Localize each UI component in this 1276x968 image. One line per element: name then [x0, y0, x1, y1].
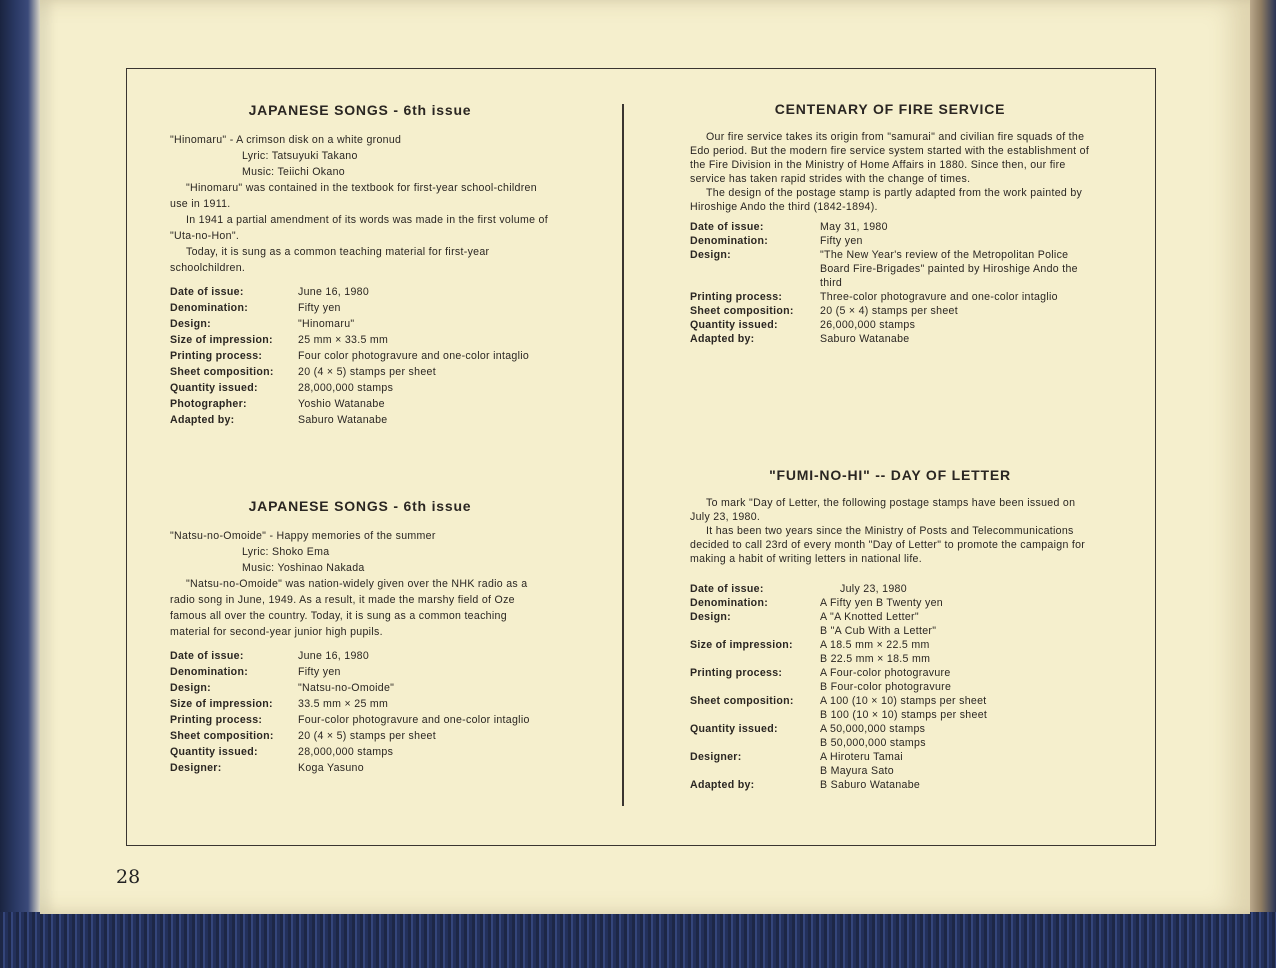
spec-row	[690, 666, 987, 694]
spec-label: Date of issue:	[170, 650, 244, 662]
book-cover-cloth	[0, 912, 1276, 968]
spec-value-line: B 50,000,000 stamps	[820, 737, 926, 749]
spec-value-line: A 18.5 mm × 22.5 mm	[820, 639, 930, 651]
spec-value: Four color photogravure and one-color intaglio	[298, 350, 530, 362]
spec-value: Fifty yen	[298, 302, 341, 314]
spec-row	[170, 380, 529, 396]
spec-label: Printing process:	[690, 667, 783, 679]
spec-label: Design:	[170, 682, 211, 694]
spec-row	[170, 648, 530, 664]
spec-value: 25 mm × 33.5 mm	[298, 334, 389, 346]
spec-label: Denomination:	[690, 235, 769, 247]
spec-label: Denomination:	[170, 302, 249, 314]
spec-row	[170, 284, 529, 300]
spec-value-line: B 100 (10 × 10) stamps per sheet	[820, 709, 988, 721]
spec-value	[820, 722, 987, 750]
spec-label: Denomination:	[170, 666, 249, 678]
specs-table	[690, 220, 1090, 346]
spec-value	[820, 666, 987, 694]
spec-value: "Hinomaru"	[298, 318, 355, 330]
spec-value: "Natsu-no-Omoide"	[298, 682, 395, 694]
spec-label: Date of issue:	[690, 583, 764, 595]
page-number: 28	[116, 866, 141, 888]
spec-value: Koga Yasuno	[298, 762, 364, 774]
spec-row	[690, 234, 1090, 248]
book-binding-left	[0, 0, 40, 968]
spec-value: 28,000,000 stamps	[298, 746, 394, 758]
spec-row	[170, 728, 530, 744]
section-japanese-songs-natsu	[170, 498, 550, 776]
spec-label: Quantity issued:	[170, 746, 258, 758]
spec-value	[820, 610, 987, 638]
paragraph: "Natsu-no-Omoide" was nation-widely given over the NHK radio as a radio song in June, 1949. As a result, it made the marshy field of Oze famous all over the country. Today, it is sung as a common teaching material for second-year junior high pupils.	[170, 578, 528, 638]
spec-row	[690, 290, 1090, 304]
spec-value: July 23, 1980	[840, 583, 907, 595]
spec-row	[170, 696, 530, 712]
spec-label: Quantity issued:	[690, 723, 778, 735]
spec-label: Adapted by:	[170, 414, 235, 426]
spec-row	[170, 316, 529, 332]
paragraph: The design of the postage stamp is partly adapted from the work painted by Hiroshige Ando the third (1842-1894).	[690, 187, 1083, 213]
section-title: JAPANESE SONGS - 6th issue	[248, 498, 472, 514]
spec-value: B Saburo Watanabe	[820, 779, 921, 791]
spec-value: 26,000,000 stamps	[820, 319, 916, 331]
spec-row	[690, 722, 987, 750]
song-line: "Natsu-no-Omoide" - Happy memories of the summer	[170, 530, 436, 542]
spec-label: Designer:	[170, 762, 222, 774]
spec-row	[690, 638, 987, 666]
spec-row	[690, 582, 987, 596]
book-page	[40, 0, 1250, 914]
spec-label: Sheet composition:	[690, 305, 794, 317]
section-japanese-songs-hinomaru	[170, 102, 550, 428]
spec-row	[690, 248, 1090, 290]
spec-value: "The New Year's review of the Metropolitan Police Board Fire-Brigades" painted by Hiroshige Ando the third	[820, 249, 1078, 289]
spec-value: Saburo Watanabe	[298, 414, 388, 426]
paragraph: In 1941 a partial amendment of its words was made in the first volume of "Uta-no-Hon".	[170, 214, 548, 242]
spec-label: Date of issue:	[690, 221, 764, 233]
spec-row	[690, 610, 987, 638]
spec-row	[170, 364, 529, 380]
spec-row	[170, 300, 529, 316]
section-title: CENTENARY OF FIRE SERVICE	[774, 101, 1006, 117]
spec-row	[690, 596, 987, 610]
spec-value-line: B 22.5 mm × 18.5 mm	[820, 653, 931, 665]
section-day-of-letter	[690, 468, 1090, 792]
spec-row	[690, 750, 987, 778]
spec-row	[170, 396, 529, 412]
spec-value	[820, 694, 987, 722]
spec-row	[170, 348, 529, 364]
spec-value-line: B Mayura Sato	[820, 765, 894, 777]
spec-row	[170, 664, 530, 680]
spec-value-line: A Four-color photogravure	[820, 667, 951, 679]
spec-label: Quantity issued:	[170, 382, 258, 394]
spec-row	[690, 694, 987, 722]
spec-value: Saburo Watanabe	[820, 333, 910, 345]
spec-value: 28,000,000 stamps	[298, 382, 394, 394]
spec-row	[170, 680, 530, 696]
specs-table	[690, 582, 987, 792]
specs-table	[170, 284, 529, 428]
spec-value: 33.5 mm × 25 mm	[298, 698, 389, 710]
spec-row	[170, 712, 530, 728]
spec-label: Size of impression:	[690, 639, 793, 651]
paragraph: It has been two years since the Ministry of Posts and Telecommunications decided to call 23rd of every month "Day of Letter" to promote the campaign for making a habit of writing letters in national life.	[690, 525, 1086, 565]
paragraph: Our fire service takes its origin from "samurai" and civilian fire squads of the Edo period. But the modern fire service system started with the establishment of the Fire Division in the Ministry of Home Affairs in 1880. Since then, our fire service has taken rapid strides with the change of times.	[690, 131, 1090, 185]
spec-label: Designer:	[690, 751, 742, 763]
specs-table	[170, 648, 530, 776]
spec-label: Design:	[170, 318, 211, 330]
section-fire-service	[690, 102, 1090, 346]
spec-label: Adapted by:	[690, 779, 755, 791]
spec-value-line: A Hiroteru Tamai	[820, 751, 903, 763]
spec-label: Quantity issued:	[690, 319, 778, 331]
spec-label: Adapted by:	[690, 333, 755, 345]
spec-row	[690, 304, 1090, 318]
spec-label: Printing process:	[170, 350, 263, 362]
paragraph: To mark "Day of Letter, the following postage stamps have been issued on July 23, 1980.	[690, 497, 1076, 523]
paragraph: "Hinomaru" was contained in the textbook for first-year school-children use in 1911.	[170, 182, 537, 210]
section-title: "FUMI-NO-HI" -- DAY OF LETTER	[769, 467, 1011, 483]
spec-value: June 16, 1980	[298, 286, 370, 298]
spec-value: 20 (5 × 4) stamps per sheet	[820, 305, 958, 317]
spec-label: Design:	[690, 249, 731, 261]
spec-value-line: A "A Knotted Letter"	[820, 611, 919, 623]
paragraph: Today, it is sung as a common teaching material for first-year schoolchildren.	[170, 246, 490, 274]
spec-value: Fifty yen	[298, 666, 341, 678]
spec-row	[690, 220, 1090, 234]
spec-label: Size of impression:	[170, 698, 273, 710]
song-line: "Hinomaru" - A crimson disk on a white gronud	[170, 134, 402, 146]
spec-value-line: B "A Cub With a Letter"	[820, 625, 937, 637]
spec-row	[170, 760, 530, 776]
spec-label: Printing process:	[170, 714, 263, 726]
spec-value: May 31, 1980	[820, 221, 888, 233]
spec-value	[820, 750, 987, 778]
spec-value: Three-color photogravure and one-color intaglio	[820, 291, 1058, 303]
spec-label: Sheet composition:	[170, 366, 274, 378]
spec-label: Printing process:	[690, 291, 783, 303]
spec-label: Date of issue:	[170, 286, 244, 298]
spec-row	[170, 412, 529, 428]
column-divider	[622, 104, 624, 806]
spec-row	[690, 332, 1090, 346]
spec-value: Yoshio Watanabe	[298, 398, 385, 410]
spec-label: Photographer:	[170, 398, 247, 410]
spec-value: 20 (4 × 5) stamps per sheet	[298, 730, 436, 742]
spec-value: June 16, 1980	[298, 650, 370, 662]
page-edge-right	[1246, 0, 1276, 968]
music-credit: Music: Yoshinao Nakada	[242, 562, 365, 574]
spec-value: A Fifty yen B Twenty yen	[820, 597, 944, 609]
spec-label: Denomination:	[690, 597, 769, 609]
spec-label: Sheet composition:	[170, 730, 274, 742]
spec-row	[170, 332, 529, 348]
spec-value	[820, 638, 987, 666]
lyric-credit: Lyric: Tatsuyuki Takano	[242, 150, 358, 162]
spec-value-line: B Four-color photogravure	[820, 681, 952, 693]
spec-value: Four-color photogravure and one-color intaglio	[298, 714, 530, 726]
spec-value-line: A 100 (10 × 10) stamps per sheet	[820, 695, 987, 707]
spec-row	[170, 744, 530, 760]
spec-row	[690, 318, 1090, 332]
spec-label: Size of impression:	[170, 334, 273, 346]
section-title: JAPANESE SONGS - 6th issue	[248, 102, 472, 118]
spec-label: Sheet composition:	[690, 695, 794, 707]
spec-value: Fifty yen	[820, 235, 863, 247]
lyric-credit: Lyric: Shoko Ema	[242, 546, 330, 558]
spec-label: Design:	[690, 611, 731, 623]
spec-value-line: A 50,000,000 stamps	[820, 723, 926, 735]
spec-value: 20 (4 × 5) stamps per sheet	[298, 366, 436, 378]
music-credit: Music: Teiichi Okano	[242, 166, 345, 178]
spec-row	[690, 778, 987, 792]
